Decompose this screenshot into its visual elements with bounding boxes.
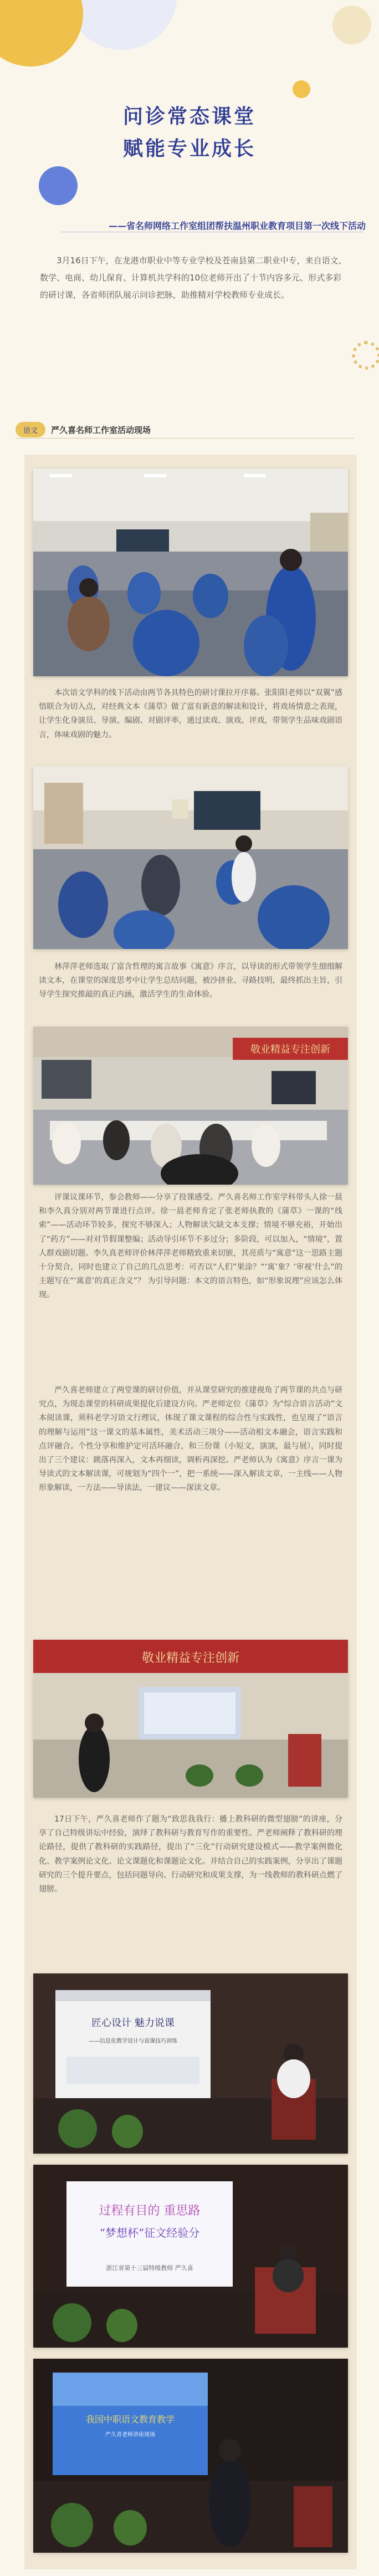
decorative-circle xyxy=(66,0,177,50)
lecture-photo-image xyxy=(33,1640,348,1798)
slide-title-text-2: “梦想杯”征文经验分 xyxy=(99,2226,200,2240)
slide-subtitle-text: ——信息化教学设计与说课技巧训练 xyxy=(89,2038,177,2044)
photo-meeting-room xyxy=(33,1027,348,1185)
dotted-ring-decoration xyxy=(352,341,379,370)
decorative-circle xyxy=(0,0,83,67)
section-tag xyxy=(16,421,151,438)
paragraph-1: 本次语文学科的线下活动由两节各具特色的研讨课拉开序幕。张阳阳老师以“双翼”感悟联合为切入点，对经典文本《蒲草》做了富有新意的解读和设计，将戏场情意之表现，让学生化身演员、导演、编剧、对剧评率，通过读戏、演戏、评戏，带领学生品味戏剧语言，体味戏剧的魅力。 xyxy=(39,688,342,739)
decorative-circle xyxy=(293,80,310,98)
page-subtitle: ——省名师网络工作室组团帮扶温州职业教育项目第一次线下活动 xyxy=(108,221,366,231)
slide-title-text: 匠心设计 魅力说课 xyxy=(91,2017,175,2029)
classroom-photo-image xyxy=(33,468,348,676)
meeting-photo-image xyxy=(33,1027,348,1185)
slide-subtitle-text: 严久喜老师讲座现场 xyxy=(105,2432,155,2438)
section-tag-badge: 语文 xyxy=(16,422,45,437)
page-title-line1: 问诊常态课堂 xyxy=(122,105,256,128)
slide-author-text: 浙江省第十三届特级教师 严久喜 xyxy=(106,2264,193,2272)
section-title: 严久喜名师工作室活动现场 xyxy=(51,425,151,435)
photo-classroom-1 xyxy=(33,468,348,676)
slide-photo-image xyxy=(33,2165,348,2348)
photo-lecture-slide-3 xyxy=(33,2359,348,2553)
intro-paragraph: 3月16日下午，在龙港市职业中等专业学校及苍南县第二职业中专，来自语文、数学、电商、幼儿保育、计算机共学科的10位老师开出了十节内容多元、形式多彩的研讨课，各省师团队展示问诊把脉，助推精对学校教师专业成长。 xyxy=(40,256,347,300)
lecture-banner-text: 敬业精益专注创新 xyxy=(141,1651,240,1665)
slide-title-text: 过程有目的 重思路 xyxy=(99,2204,201,2218)
slide-photo-image xyxy=(33,2359,348,2553)
paragraph-2: 林萍萍老师选取了富含哲理的寓言故事《寓意》序言，以导读的形式带领学生细细解读文本，在课堂的深度思考中让学生总结问题，被沙挤业、寻路技明，最终抓出主旨，引导学生探究推敲的真正内涵，激活学生的生命体验。 xyxy=(39,962,342,999)
photo-lecture-slide-2 xyxy=(33,2165,348,2348)
slide-title-text: 我国中职语文教育教学 xyxy=(85,2414,175,2425)
paragraph-3b: 严久喜老师建立了两堂课的研讨价值，并从课堂研究的推建视角了两节课的共点与研究点，为现态课堂的科研成果提化后建设方向。严老师定位《蒲草》为“综合语言活动”文本阅读课，须科老学习语文行理议，体现了课文课程的综合性与实践性，也呈现了“语言的理解与运用”这一课文的基本属性，美术活动三项分——活动相文本融会，语言实践和点评融合。个性分享和维护定可活环融合，和三份课（小短文，演演，最与展），同时提出了三个建议：跳落再深入，文本再细读，调析再深挖。严老师认为《寓意》序言一课为导读式的文本解读课，可规划为“四个一”，把一系统——深入解读文章，一主线——人物形象解读，一方法——导读法，一建议——深读文章。 xyxy=(39,1386,342,1493)
photo-lecture-slide-1 xyxy=(33,1973,348,2154)
decorative-circle xyxy=(332,6,371,44)
slide-photo-image xyxy=(33,1973,348,2154)
classroom-photo-image xyxy=(33,766,348,949)
paragraph-4: 17日下午，严久喜老师作了题为“致思我我行：播上教科研的微型翅膀”的讲座，分享了自己特级讲坛中经验，演绎了教科研与教育写作的重要性。严老师阐释了教科研的理论路径，提供了教科研的实践路径，提出了“三化”行动研究建设模式——教学案例微化化、教学案例论文化、论文课题化和课题论文化。并结合自己的实践案例，分享出了课题研究的三个提升要点，包括问题导向、行动研究和成果支撑，为一线教师的教科研点燃了翅膀。 xyxy=(39,1815,342,1894)
photo-lecture-stage xyxy=(33,1640,348,1798)
paragraph-3a: 评课议课环节，参会教师——分享了投课感受。严久喜名师工作室学科带头人徐一晨和李久真分别对两节课进行点评。徐一晨老师肯定了张老师执教的《蒲草》一课的“线索”——活动环节较多，探究不够深入；人物解读欠缺文本支撑；情境不够充裕，开始出了“药方”——对对节假课整编；活动导引环节不多过分；多阶段，可以加入，“情境”，置人群戏剧切题。李久真老师评价林萍萍老师精致重来切嵌，其亮质与“寓意”这一思路主题十分契合，同时也建立了自己的几点思考：可否以“人们”果涂？“‘寓’象？‘审视’什么”的主题写在“‘寓意’的真正含义”？ 为引导问题：本文的语言特色，如“形象说理”应该怎么体现。 xyxy=(39,1193,342,1300)
photo-classroom-2 xyxy=(33,766,348,949)
page-title-line2: 赋能专业成长 xyxy=(122,137,256,160)
decorative-circle xyxy=(39,166,78,205)
meeting-banner-text: 敬业精益专注创新 xyxy=(250,1044,330,1055)
